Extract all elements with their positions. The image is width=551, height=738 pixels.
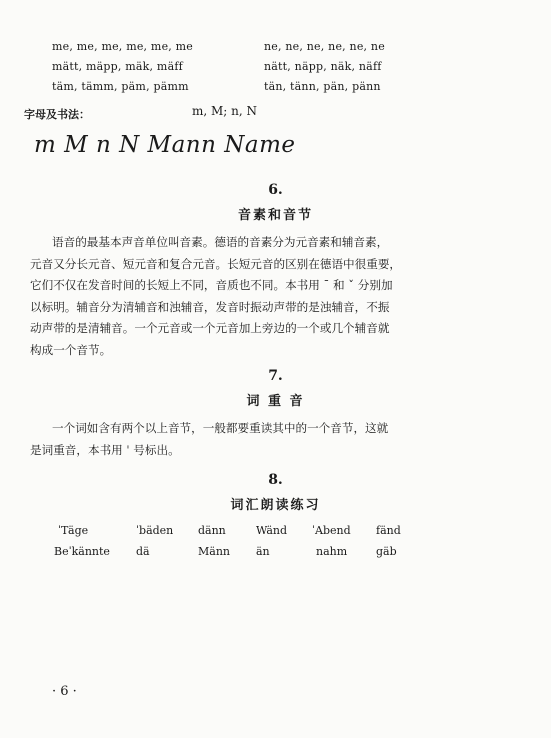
drill-right-row-1: ne, ne, ne, ne, ne, ne xyxy=(264,40,385,53)
drill-left-row-3: täm, tämm, päm, pämm xyxy=(52,80,189,93)
section-6-line-6: 构成一个音节。 xyxy=(30,342,112,357)
section-6-line-4: 以标明。辅音分为清辅音和浊辅音，发音时振动声带的是浊辅音，不振 xyxy=(30,299,390,314)
letters-label: 字母及书法： xyxy=(24,108,90,121)
vocab-word: Männ xyxy=(198,545,230,558)
vocab-word: nahm xyxy=(316,545,348,558)
vocab-word: fänd xyxy=(376,524,401,537)
handwriting-sample: m M n N Mann Name xyxy=(34,132,296,158)
section-7-line-1: 一个词如含有两个以上音节，一般都要重读其中的一个音节，这就 xyxy=(52,421,389,435)
vocab-word: gäb xyxy=(376,545,397,558)
section-title-8: 词汇朗读练习 xyxy=(230,498,321,513)
section-number-8: 8. xyxy=(268,472,283,488)
vocab-word: ˈbäden xyxy=(136,524,174,537)
vocab-word: ˈAbend xyxy=(312,524,351,537)
section-7-body xyxy=(30,418,458,461)
vocab-word: dänn xyxy=(198,524,226,537)
vocab-word: än xyxy=(256,545,270,558)
section-6-line-5: 动声带的是清辅音。一个元音或一个元音加上旁边的一个或几个辅音就 xyxy=(30,321,390,336)
drill-left-row-1: me, me, me, me, me, me xyxy=(52,40,194,53)
section-number-7: 7. xyxy=(268,368,283,384)
section-7-line-2: 是词重音，本书用 ˈ 号标出。 xyxy=(30,442,180,457)
letters-list: m, M; n, N xyxy=(192,104,258,118)
vocab-word: Beˈkännte xyxy=(54,545,110,558)
page-number: · 6 · xyxy=(52,684,77,699)
vocab-word: ˈTäge xyxy=(58,524,89,537)
section-title-6: 音素和音节 xyxy=(237,208,313,223)
section-6-body xyxy=(30,232,458,362)
section-6-line-2: 元音又分长元音、短元音和复合元音。长短元音的区别在德语中很重要， xyxy=(30,256,402,271)
drill-right-row-3: tän, tänn, pän, pänn xyxy=(264,80,381,93)
section-number-6: 6. xyxy=(268,182,283,198)
drill-right-row-2: nätt, näpp, näk, näff xyxy=(264,60,382,73)
drill-left-row-2: mätt, mäpp, mäk, mäff xyxy=(52,60,183,73)
vocab-word: Wänd xyxy=(256,524,288,537)
vocab-word: dä xyxy=(136,545,150,558)
section-title-7: 词 重 音 xyxy=(246,394,305,409)
section-6-line-1: 语音的最基本声音单位叫音素。德语的音素分为元音素和辅音素， xyxy=(52,235,389,249)
section-6-line-3: 它们不仅在发音时间的长短上不同，音质也不同。本书用 ˉ 和 ˇ 分别加 xyxy=(30,278,393,293)
